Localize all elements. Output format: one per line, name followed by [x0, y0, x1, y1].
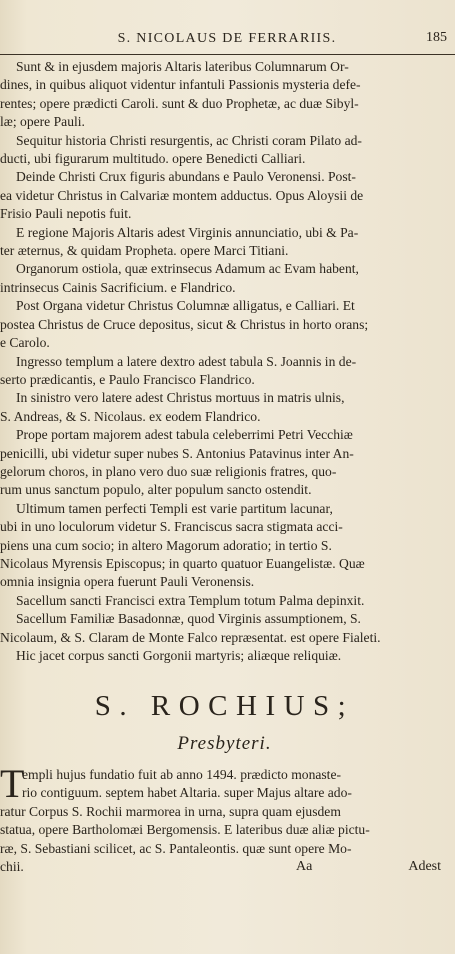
text-line: S. Andreas, & S. Nicolaus. ex eodem Flandrico. [0, 408, 261, 424]
paragraph [0, 647, 449, 665]
text-line: postea Christus de Cruce depositus, sicut & Christus in horto orans; [0, 316, 369, 332]
text-line: Organorum ostiola, quæ extrinsecus Adamum ac Evam habent, [16, 261, 359, 277]
paragraph [0, 168, 449, 223]
body-text [0, 58, 449, 665]
text-line: e Carolo. [0, 335, 50, 351]
text-line: ea videtur Christus in Calvariæ montem adductus. Opus Aloysii de [0, 187, 364, 203]
paragraph [0, 132, 449, 169]
text-line: Post Organa videtur Christus Columnæ alligatus, e Calliari. Et [16, 298, 355, 314]
text-line: ratur Corpus S. Rochii marmorea in urna, supra quam ejusdem [0, 803, 341, 819]
section-subtitle: Presbyteri. [177, 733, 272, 754]
paragraph [0, 426, 449, 500]
text-line: læ; opere Pauli. [0, 114, 85, 130]
paragraph [0, 610, 449, 647]
text-line: intrinsecus Cainis Sacrificium. e Flandrico. [0, 279, 236, 295]
text-line: ubi in uno loculorum videtur S. Franciscus sacra stigmata acci- [0, 519, 343, 535]
paragraph [0, 353, 449, 390]
text-line: ducti, ubi figurarum multitudo. opere Benedicti Calliari. [0, 151, 306, 167]
running-title: S. NICOLAUS DE FERRARIIS. [117, 31, 337, 46]
paragraph [0, 592, 449, 610]
text-line: piens una cum socio; in altero Magorum adoratio; in tertio S. [0, 537, 332, 553]
text-line: Ingresso templum a latere dextro adest tabula S. Joannis in de- [16, 353, 357, 369]
text-line: Sacellum Familiæ Basadonnæ, quod Virginis assumptionem, S. [16, 611, 361, 627]
page-footer [0, 859, 449, 879]
section-title: S. ROCHIUS; [94, 690, 355, 722]
text-line: empli hujus fundatio fuit ab anno 1494. prædicto monaste- [22, 767, 342, 782]
text-line: rio contiguum. septem habet Altaria. super Majus altare ado- [22, 785, 352, 801]
text-line: rum unus sanctum populo, alter populum sancto ostendit. [0, 482, 312, 498]
text-line: Ultimum tamen perfecti Templi est varie partitum lacunar, [16, 500, 333, 516]
signature-mark: Aa [296, 859, 313, 874]
text-line: ter æternus, & quidam Propheta. opere Marci Titiani. [0, 243, 289, 259]
text-line: serto prædicantis, e Paulo Francisco Flandrico. [0, 371, 255, 387]
text-line: statua, opere Bartholomæi Bergomensis. E lateribus duæ aliæ pictu- [0, 822, 370, 838]
text-line: Hic jacet corpus sancti Gorgonii martyris; aliæque reliquiæ. [16, 648, 342, 663]
paragraph [0, 500, 449, 592]
text-line: E regione Majoris Altaris adest Virginis annunciatio, ubi & Pa- [16, 224, 359, 240]
text-line: In sinistro vero latere adest Christus mortuus in matris ulnis, [16, 390, 345, 406]
page-number: 185 [426, 30, 447, 45]
text-line: penicilli, ubi videtur super nubes S. Antonius Patavinus inter An- [0, 445, 354, 461]
text-line: Nicolaum, & S. Claram de Monte Falco repræsentat. est opere Fialeti. [0, 629, 381, 645]
text-line: Sequitur historia Christi resurgentis, ac Christi coram Pilato ad- [16, 132, 362, 148]
text-line: ræ, S. Sebastiani scilicet, ac S. Pantaleontis. quæ sunt opere Mo- [0, 840, 352, 856]
text-line: rentes; opere prædicti Caroli. sunt & duo Prophetæ, ac duæ Sibyl- [0, 95, 359, 111]
text-line: Nicolaus Myrensis Episcopus; in quarto quatuor Euangelistæ. Quæ [0, 555, 365, 571]
text-line: Frisio Pauli nepotis fuit. [0, 206, 132, 222]
text-line: Sunt & in ejusdem majoris Altaris lateribus Columnarum Or- [16, 59, 349, 74]
text-line: Sacellum sancti Francisci extra Templum totum Palma depinxit. [16, 592, 365, 608]
paragraph [0, 224, 449, 261]
paragraph [0, 389, 449, 426]
paragraph [0, 58, 449, 132]
text-line: dines, in quibus aliquot videntur infantuli Passionis mysteria defe- [0, 77, 361, 93]
paragraph [0, 297, 449, 352]
running-head [0, 31, 455, 51]
text-line: gelorum choros, in plano vero duo suæ religionis fratres, quo- [0, 463, 337, 479]
text-line: Deinde Christi Crux figuris abundans e Paulo Veronensi. Post- [16, 169, 356, 185]
catchword: Adest [408, 859, 441, 874]
text-line: omnia insignia opera fuerunt Pauli Veronensis. [0, 574, 255, 590]
header-rule [0, 54, 455, 55]
drop-cap: T [0, 761, 25, 806]
text-line: Prope portam majorem adest tabula celeberrimi Petri Vecchiæ [16, 427, 353, 443]
paragraph [0, 260, 449, 297]
text-line: chii. [0, 859, 24, 875]
